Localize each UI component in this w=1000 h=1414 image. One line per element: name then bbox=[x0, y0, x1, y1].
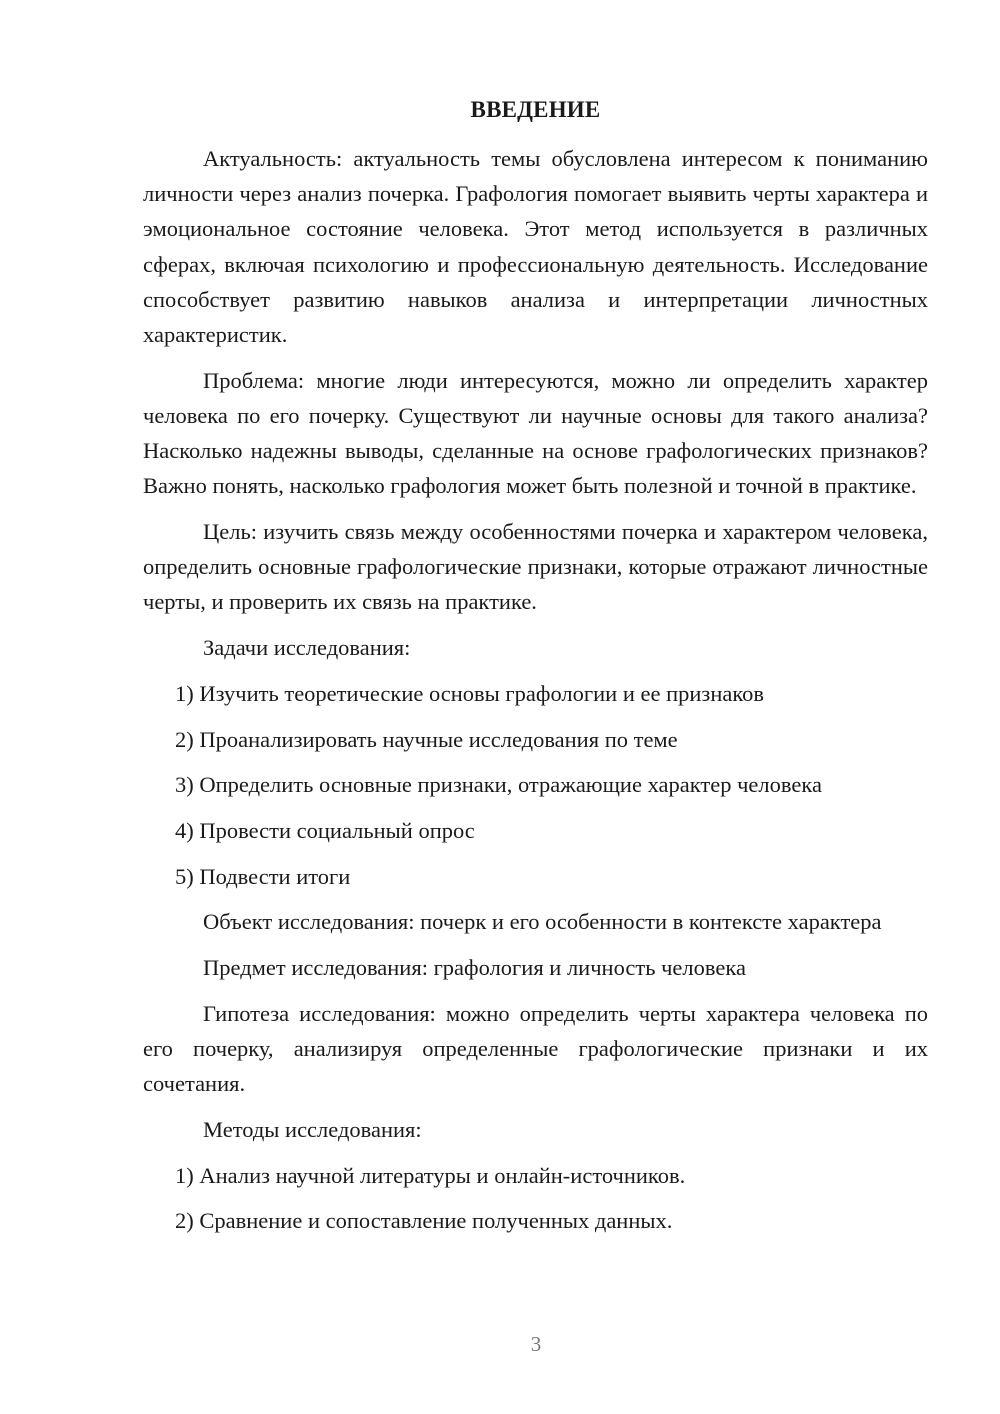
methods-heading: Методы исследования: bbox=[203, 1116, 422, 1142]
list-item: 4) Провести социальный опрос bbox=[175, 817, 475, 843]
list-item: 1) Изучить теоретические основы графологии и ее признаков bbox=[175, 680, 765, 706]
list-item: 5) Подвести итоги bbox=[175, 863, 351, 889]
subject-paragraph: Предмет исследования: графология и личность человека bbox=[203, 955, 746, 981]
object-paragraph: Объект исследования: почерк и его особенности в контексте характера bbox=[203, 909, 882, 935]
list-item: 2) Сравнение и сопоставление полученных данных. bbox=[175, 1208, 673, 1234]
section-title: ВВЕДЕНИЕ bbox=[470, 97, 601, 122]
list-item: 2) Проанализировать научные исследования по теме bbox=[175, 726, 678, 752]
list-item: 3) Определить основные признаки, отражающие характер человека bbox=[175, 772, 822, 798]
document-page bbox=[143, 92, 928, 1249]
problem-paragraph: Проблема: многие люди интересуются, можно ли определить характер человека по его почерку. Существуют ли научные основы для такого анализа? Насколько надежны выводы, сделанные на основе графологических признаков? Важно понять, насколько графология может быть полезной и точной в практике. bbox=[143, 367, 928, 499]
relevance-paragraph: Актуальность: актуальность темы обусловлена интересом к пониманию личности через анализ почерка. Графология помогает выявить черты характера и эмоциональное состояние человека. Этот метод используется в различных сферах, включая психологию и профессиональную деятельность. Исследование способствует развитию навыков анализа и интерпретации личностных характеристик. bbox=[143, 146, 928, 348]
goal-paragraph: Цель: изучить связь между особенностями почерка и характером человека, определить основные графологические признаки, которые отражают личностные черты, и проверить их связь на практике. bbox=[143, 519, 928, 615]
methods-list bbox=[143, 1158, 928, 1239]
page-number: 3 bbox=[530, 1332, 542, 1356]
list-item: 1) Анализ научной литературы и онлайн-источников. bbox=[175, 1162, 686, 1188]
hypothesis-paragraph: Гипотеза исследования: можно определить черты характера человека по его почерку, анализируя определенные графологические признаки и их сочетания. bbox=[143, 1000, 928, 1097]
tasks-heading: Задачи исследования: bbox=[203, 635, 411, 661]
tasks-list bbox=[143, 676, 928, 894]
